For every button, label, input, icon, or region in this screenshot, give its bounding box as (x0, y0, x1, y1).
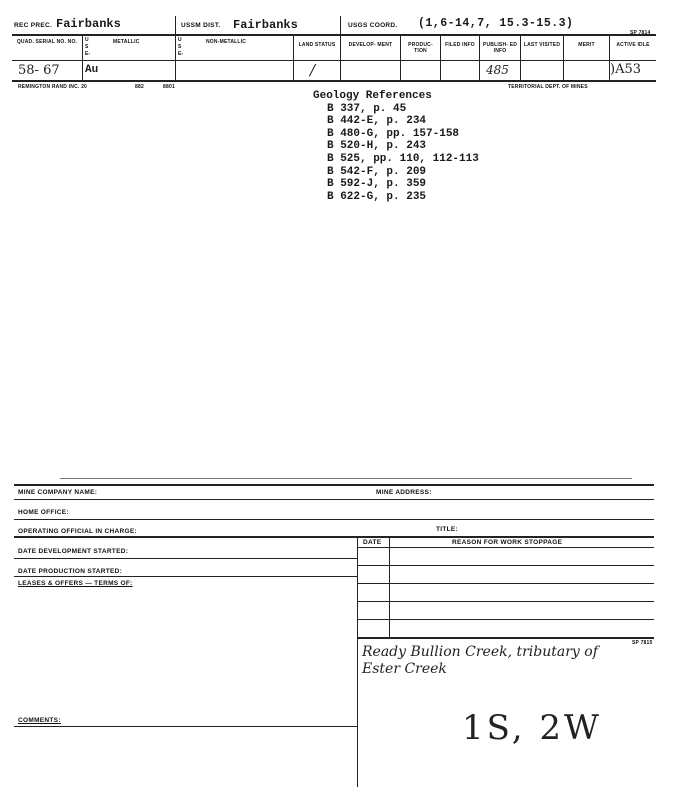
stoppage-table-bottom (357, 637, 654, 639)
comments-rule (14, 726, 357, 727)
geology-ref: B 520-H, p. 243 (327, 140, 427, 153)
ussm-dist-label: USSM DIST. (181, 22, 221, 29)
form-code-bottom: SP 7815 (632, 640, 653, 646)
handwritten-note-line-1: Ready Bullion Creek, tributary of (362, 644, 598, 660)
title-label: TITLE: (436, 526, 459, 533)
notes-divider (357, 637, 358, 787)
col-last-visited: LAST VISITED (523, 42, 561, 48)
geology-ref: B 525, pp. 110, 112-113 (327, 152, 479, 165)
col-divider (293, 34, 294, 80)
row-quad-serial: 58- 67 (18, 63, 60, 78)
col-merit: MERIT (578, 42, 595, 48)
geology-ref: B 542-F, p. 209 (327, 165, 427, 178)
usgs-coord-label: USGS COORD. (348, 22, 398, 29)
printer-imprint: REMINGTON RAND INC. 20 (18, 84, 88, 90)
col-divider (340, 16, 341, 80)
header-rule-top (12, 34, 656, 36)
col-filed-info: FILED INFO (445, 42, 475, 48)
form-rule-faint (60, 478, 632, 479)
stoppage-row-rule (357, 619, 654, 620)
col-divider (440, 34, 441, 80)
rec-prec-value: Fairbanks (56, 17, 121, 31)
form-rule (14, 499, 654, 500)
form-rule (14, 519, 654, 520)
form-rule (14, 576, 358, 577)
leases-label: LEASES & OFFERS — TERMS OF: (18, 580, 133, 587)
date-prod-started-label: DATE PRODUCTION STARTED: (18, 568, 123, 575)
col-use-letter-2b: S (178, 44, 182, 50)
col-divider (563, 34, 564, 80)
col-use-letter-3: E- (85, 51, 91, 57)
stoppage-table-border (357, 536, 358, 638)
col-divider (82, 34, 83, 80)
col-production: PRODUC- TION (408, 42, 433, 54)
form-rule (14, 536, 654, 538)
handwritten-note-line-2: Ester Creek (362, 661, 447, 677)
printer-code-1: 882 (135, 84, 144, 90)
col-use-letter-2: S (85, 44, 89, 50)
mine-address-label: MINE ADDRESS: (376, 489, 432, 496)
col-divider (479, 34, 480, 80)
geology-ref-list (313, 103, 479, 204)
date-column-header: DATE (363, 539, 382, 546)
ussm-dist-value: Fairbanks (233, 18, 298, 32)
stoppage-row-rule (357, 547, 654, 548)
form-rule-top (14, 484, 654, 486)
col-use-letter-1b: U (178, 37, 182, 43)
col-divider (520, 34, 521, 80)
col-published-info: PUBLISH- ED INFO (482, 42, 518, 54)
form-rule (14, 558, 358, 559)
usgs-coord-value: (1,6-14,7, 15.3-15.3) (418, 17, 574, 30)
col-non-metallic: NON-METALLIC (206, 39, 247, 45)
row-metallic: Au (85, 64, 99, 76)
mine-company-name-label: MINE COMPANY NAME: (18, 489, 98, 496)
territorial-dept: TERRITORIAL DEPT. OF MINES (508, 84, 588, 90)
stoppage-row-rule (357, 601, 654, 602)
geology-ref: B 337, p. 45 (327, 102, 407, 115)
row-active-idle: )A53 (610, 62, 642, 77)
col-use-letter-1: U (85, 37, 89, 43)
col-metallic: METALLIC (113, 39, 140, 45)
printer-code-2: 8801 (163, 84, 175, 90)
header-rule-mid (12, 60, 656, 61)
row-published-info: 485 (486, 63, 509, 77)
date-dev-started-label: DATE DEVELOPMENT STARTED: (18, 548, 129, 555)
row-land-status: / (310, 61, 316, 79)
col-divider (400, 34, 401, 80)
geology-ref: B 592-J, p. 359 (327, 178, 427, 191)
geology-title: Geology References (313, 90, 432, 102)
geology-ref: B 622-G, p. 235 (327, 190, 427, 203)
home-office-label: HOME OFFICE: (18, 509, 69, 516)
col-land-status: LAND STATUS (298, 42, 336, 48)
form-code: SP 7814 (630, 30, 651, 36)
col-divider (175, 16, 176, 80)
stoppage-row-rule (357, 565, 654, 566)
geology-references (313, 90, 479, 203)
col-use-letter-3b: E- (178, 51, 184, 57)
stoppage-table-divider (389, 536, 390, 638)
comments-label: COMMENTS: (18, 717, 61, 724)
operating-official-label: OPERATING OFFICIAL IN CHARGE: (18, 528, 137, 535)
stoppage-row-rule (357, 583, 654, 584)
col-active-idle: ACTIVE IDLE (616, 42, 650, 48)
rec-prec-label: REC PREC. (14, 22, 53, 29)
col-quad-serial: QUAD. SERIAL NO. NO. (16, 39, 78, 45)
handwritten-location: 1S, 2W (462, 708, 602, 748)
col-development: DEVELOP- MENT (348, 42, 393, 48)
header-rule-bottom (12, 80, 656, 82)
geology-ref: B 442-E, p. 234 (327, 115, 427, 128)
reason-column-header: REASON FOR WORK STOPPAGE (452, 539, 563, 546)
geology-ref: B 480-G, pp. 157-158 (327, 127, 460, 140)
